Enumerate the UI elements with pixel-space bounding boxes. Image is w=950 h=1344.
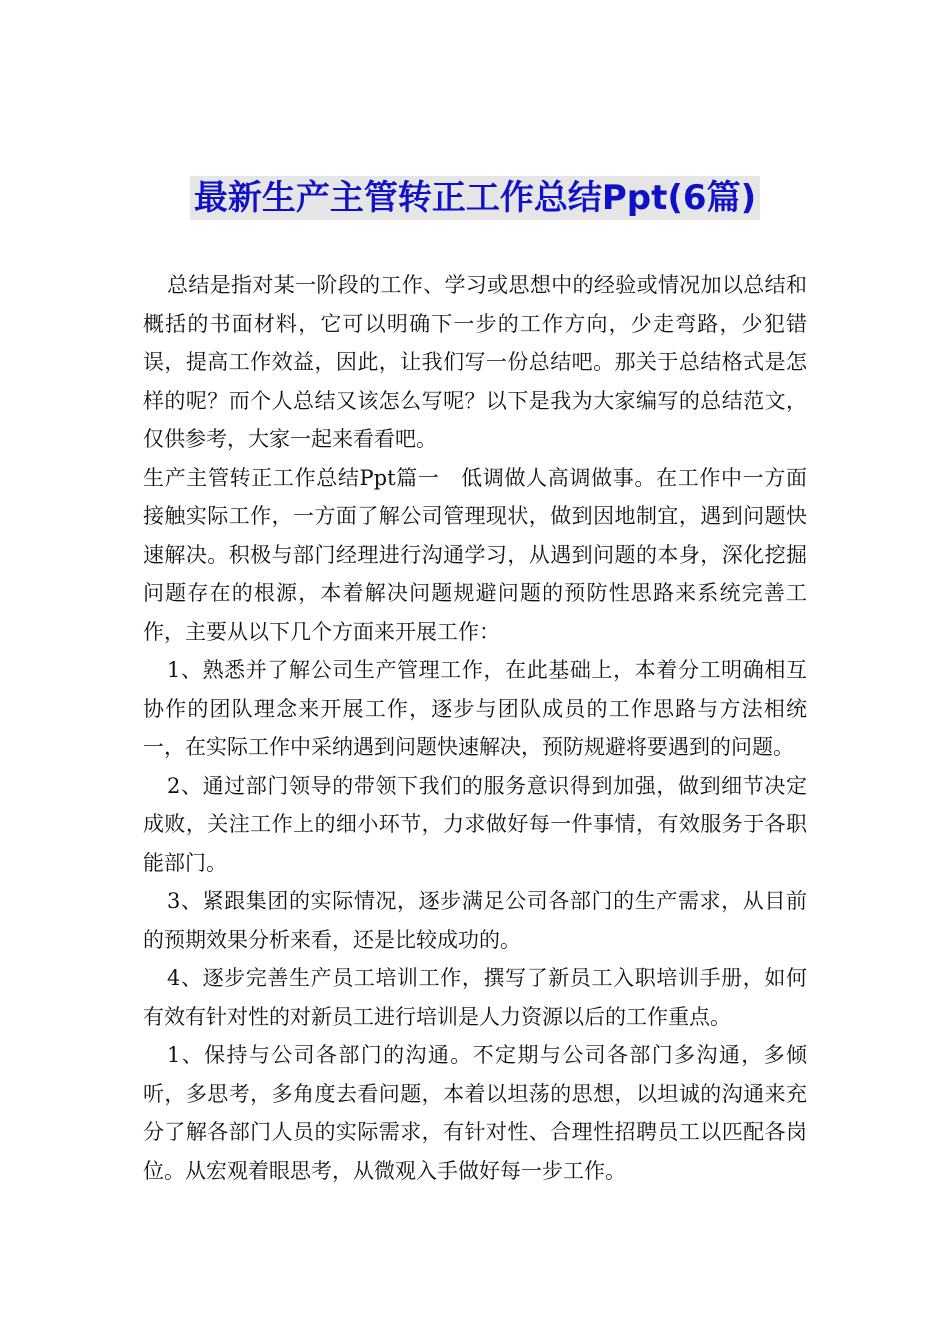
section-one-paragraph: 生产主管转正工作总结Ppt篇一 低调做人高调做事。在工作中一方面接触实际工作，一方面了解公司管理现状，做到因地制宜，遇到问题快速解决。积极与部门经理进行沟通学习，从遇到问题的本身，深化挖掘问题存在的根源，本着解决问题规避问题的预防性思路来系统完善工作，主要从以下几个方面来开展工作： xyxy=(143,465,807,644)
title-container xyxy=(0,176,950,220)
list-item-5: 1、保持与公司各部门的沟通。不定期与公司各部门多沟通，多倾听，多思考，多角度去看问题，本着以坦荡的思想，以坦诚的沟通来充分了解各部门人员的实际需求，有针对性、合理性招聘员工以匹配各岗位。从宏观着眼思考，从微观入手做好每一步工作。 xyxy=(143,1043,807,1183)
document-title: 最新生产主管转正工作总结Ppt(6篇) xyxy=(190,176,760,220)
list-item-2: 2、通过部门领导的带领下我们的服务意识得到加强，做到细节决定成败，关注工作上的细小环节，力求做好每一件事情，有效服务于各职能部门。 xyxy=(143,773,807,875)
intro-paragraph: 总结是指对某一阶段的工作、学习或思想中的经验或情况加以总结和概括的书面材料，它可以明确下一步的工作方向，少走弯路，少犯错误，提高工作效益，因此，让我们写一份总结吧。那关于总结格式是怎样的呢？而个人总结又该怎么写呢？以下是我为大家编写的总结范文，仅供参考，大家一起来看看吧。 xyxy=(143,273,807,451)
list-item-3: 3、紧跟集团的实际情况，逐步满足公司各部门的生产需求，从目前的预期效果分析来看，还是比较成功的。 xyxy=(143,889,807,952)
list-item-1: 1、熟悉并了解公司生产管理工作，在此基础上，本着分工明确相互协作的团队理念来开展工作，逐步与团队成员的工作思路与方法相统一，在实际工作中采纳遇到问题快速解决，预防规避将要遇到的问题。 xyxy=(143,658,807,759)
document-body xyxy=(143,266,807,1190)
list-item-4: 4、逐步完善生产员工培训工作，撰写了新员工入职培训手册，如何有效有针对性的对新员工进行培训是人力资源以后的工作重点。 xyxy=(143,966,807,1029)
